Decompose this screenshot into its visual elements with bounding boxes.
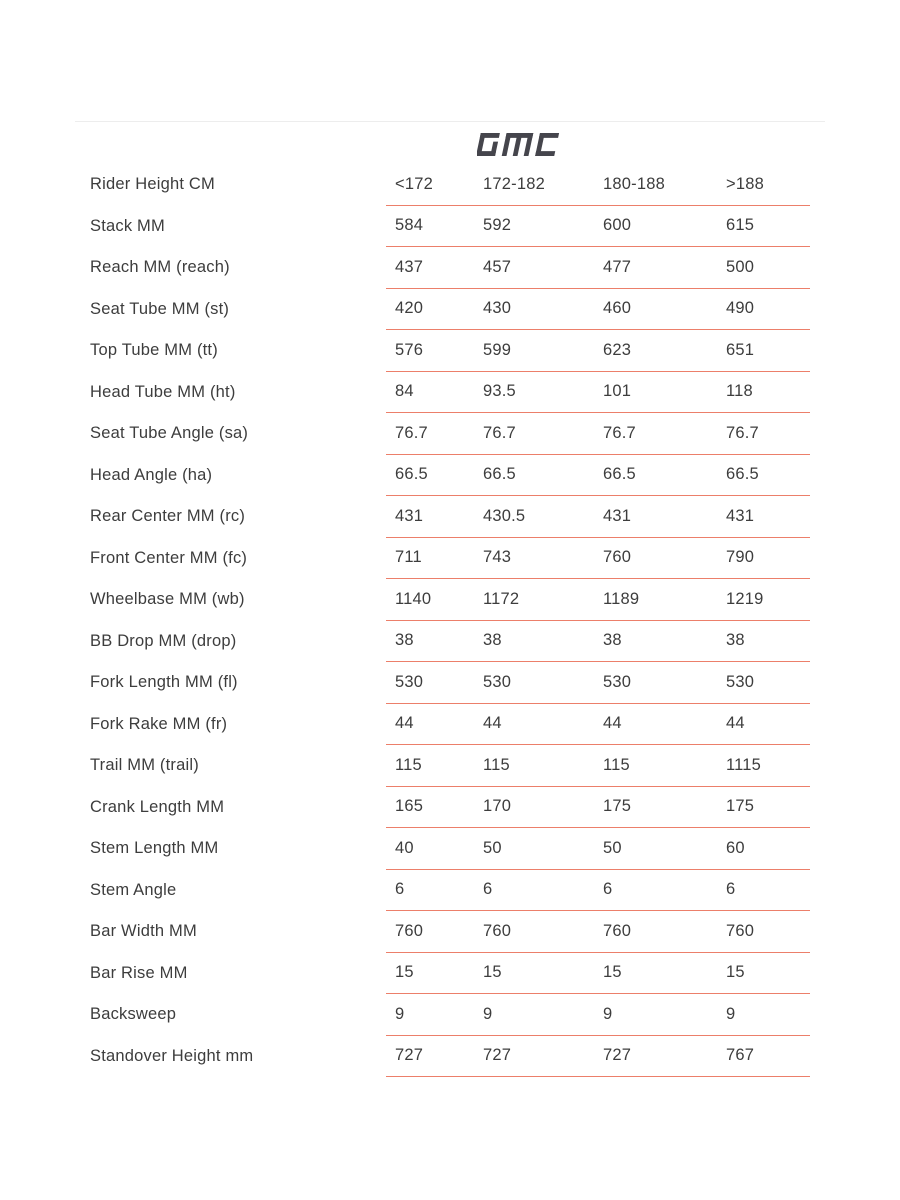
- table-row: [75, 1036, 825, 1078]
- row-value: 15: [483, 963, 502, 982]
- row-value: 743: [483, 548, 512, 567]
- table-row: [75, 247, 825, 289]
- row-values: [386, 911, 810, 953]
- table-row: [75, 828, 825, 870]
- row-label: Stem Length MM: [90, 839, 219, 858]
- row-label: Front Center MM (fc): [90, 548, 248, 567]
- row-values: [386, 538, 810, 580]
- row-values: [386, 579, 810, 621]
- row-value: 9: [603, 1004, 613, 1023]
- row-value: 592: [483, 216, 512, 235]
- table-row: [75, 330, 825, 372]
- row-value: 40: [395, 838, 414, 857]
- row-value: 6: [603, 880, 613, 899]
- row-values: [386, 372, 810, 414]
- row-value: 576: [395, 340, 424, 359]
- row-value: 477: [603, 257, 632, 276]
- row-label: Standover Height mm: [90, 1046, 254, 1065]
- row-value: 9: [483, 1004, 493, 1023]
- row-value: 790: [726, 548, 755, 567]
- table-row: [75, 579, 825, 621]
- row-label: Backsweep: [90, 1005, 177, 1024]
- geometry-section: [75, 121, 825, 1077]
- row-values: [386, 206, 810, 248]
- row-values: [386, 247, 810, 289]
- row-value: 84: [395, 382, 414, 401]
- row-value: 115: [395, 755, 422, 774]
- row-value: 500: [726, 257, 755, 276]
- row-values: [386, 994, 810, 1036]
- table-row: [75, 289, 825, 331]
- row-value: >188: [726, 174, 764, 193]
- row-label: Fork Rake MM (fr): [90, 714, 228, 733]
- row-value: 50: [483, 838, 502, 857]
- row-label: Seat Tube Angle (sa): [90, 424, 249, 443]
- row-label: Stem Angle: [90, 880, 177, 899]
- row-value: 430.5: [483, 506, 526, 525]
- row-label: Head Tube MM (ht): [90, 382, 236, 401]
- row-value: 530: [395, 672, 424, 691]
- row-value: 727: [603, 1046, 632, 1065]
- row-value: 118: [726, 382, 753, 401]
- row-label: BB Drop MM (drop): [90, 631, 237, 650]
- row-values: [386, 455, 810, 497]
- row-value: 727: [395, 1046, 424, 1065]
- row-value: 1219: [726, 589, 764, 608]
- row-values: [386, 164, 810, 206]
- row-value: 66.5: [603, 465, 636, 484]
- row-value: 101: [603, 382, 632, 401]
- table-row: [75, 455, 825, 497]
- row-value: 460: [603, 299, 632, 318]
- row-label: Head Angle (ha): [90, 465, 213, 484]
- row-value: 6: [726, 880, 736, 899]
- row-value: 44: [603, 714, 622, 733]
- row-value: 600: [603, 216, 632, 235]
- row-value: 437: [395, 257, 424, 276]
- row-value: 76.7: [483, 423, 516, 442]
- row-value: 1189: [603, 589, 640, 608]
- row-value: 66.5: [395, 465, 428, 484]
- row-value: 175: [726, 797, 755, 816]
- row-label: Rider Height CM: [90, 175, 215, 194]
- row-label: Rear Center MM (rc): [90, 507, 246, 526]
- row-value: 599: [483, 340, 512, 359]
- row-values: [386, 828, 810, 870]
- row-value: 115: [483, 755, 510, 774]
- row-label: Trail MM (trail): [90, 756, 199, 775]
- row-value: 172-182: [483, 174, 545, 193]
- row-values: [386, 496, 810, 538]
- row-value: 9: [395, 1004, 405, 1023]
- row-values: [386, 621, 810, 663]
- row-value: 584: [395, 216, 424, 235]
- row-value: 15: [395, 963, 414, 982]
- row-value: 430: [483, 299, 512, 318]
- row-value: 1172: [483, 589, 520, 608]
- row-values: [386, 704, 810, 746]
- row-value: 60: [726, 838, 745, 857]
- table-row: [75, 538, 825, 580]
- row-value: 66.5: [726, 465, 759, 484]
- row-label: Wheelbase MM (wb): [90, 590, 245, 609]
- row-value: 38: [726, 631, 745, 650]
- row-value: 165: [395, 797, 424, 816]
- row-value: 727: [483, 1046, 512, 1065]
- row-value: 15: [603, 963, 622, 982]
- row-value: 431: [726, 506, 755, 525]
- table-row: [75, 870, 825, 912]
- row-value: 76.7: [726, 423, 759, 442]
- row-value: 431: [603, 506, 632, 525]
- row-value: 615: [726, 216, 755, 235]
- table-row: [75, 164, 825, 206]
- row-label: Fork Length MM (fl): [90, 673, 238, 692]
- table-row: [75, 704, 825, 746]
- row-value: 9: [726, 1004, 736, 1023]
- row-value: 175: [603, 797, 632, 816]
- table-row: [75, 413, 825, 455]
- table-row: [75, 621, 825, 663]
- row-value: 760: [603, 921, 632, 940]
- row-value: 44: [483, 714, 502, 733]
- row-value: 651: [726, 340, 755, 359]
- row-value: 76.7: [603, 423, 636, 442]
- row-values: [386, 289, 810, 331]
- row-values: [386, 1036, 810, 1078]
- row-value: 530: [483, 672, 512, 691]
- row-values: [386, 662, 810, 704]
- row-values: [386, 787, 810, 829]
- row-value: 44: [726, 714, 745, 733]
- bmc-logo-icon: [477, 133, 561, 156]
- row-label: Seat Tube MM (st): [90, 299, 230, 318]
- geometry-table: [75, 164, 825, 1077]
- table-row: [75, 662, 825, 704]
- table-row: [75, 496, 825, 538]
- row-value: 6: [395, 880, 405, 899]
- row-label: Crank Length MM: [90, 797, 225, 816]
- row-values: [386, 953, 810, 995]
- row-label: Bar Rise MM: [90, 963, 188, 982]
- row-label: Stack MM: [90, 216, 165, 235]
- row-value: 420: [395, 299, 424, 318]
- logo-row: [75, 122, 825, 164]
- row-value: 623: [603, 340, 632, 359]
- row-values: [386, 745, 810, 787]
- table-row: [75, 372, 825, 414]
- table-row: [75, 953, 825, 995]
- table-row: [75, 787, 825, 829]
- row-value: 76.7: [395, 423, 428, 442]
- row-value: 530: [726, 672, 755, 691]
- row-value: 1140: [395, 589, 432, 608]
- row-value: 760: [483, 921, 512, 940]
- row-label: Top Tube MM (tt): [90, 341, 218, 360]
- row-value: 66.5: [483, 465, 516, 484]
- row-value: 760: [603, 548, 632, 567]
- row-value: 38: [603, 631, 622, 650]
- table-row: [75, 745, 825, 787]
- row-value: 760: [395, 921, 424, 940]
- row-label: Reach MM (reach): [90, 258, 230, 277]
- row-value: 50: [603, 838, 622, 857]
- row-values: [386, 870, 810, 912]
- row-value: 180-188: [603, 174, 665, 193]
- row-value: 431: [395, 506, 424, 525]
- row-value: 711: [395, 548, 422, 567]
- table-row: [75, 994, 825, 1036]
- row-value: 457: [483, 257, 512, 276]
- row-value: 38: [395, 631, 414, 650]
- row-value: 15: [726, 963, 745, 982]
- row-value: 767: [726, 1046, 755, 1065]
- row-value: 170: [483, 797, 512, 816]
- row-values: [386, 413, 810, 455]
- row-value: 490: [726, 299, 755, 318]
- table-row: [75, 911, 825, 953]
- row-value: <172: [395, 174, 433, 193]
- row-value: 93.5: [483, 382, 516, 401]
- row-value: 115: [603, 755, 630, 774]
- row-label: Bar Width MM: [90, 922, 197, 941]
- row-value: 1115: [726, 755, 762, 774]
- row-value: 760: [726, 921, 755, 940]
- row-value: 44: [395, 714, 414, 733]
- row-value: 530: [603, 672, 632, 691]
- table-row: [75, 206, 825, 248]
- row-value: 6: [483, 880, 493, 899]
- row-values: [386, 330, 810, 372]
- row-value: 38: [483, 631, 502, 650]
